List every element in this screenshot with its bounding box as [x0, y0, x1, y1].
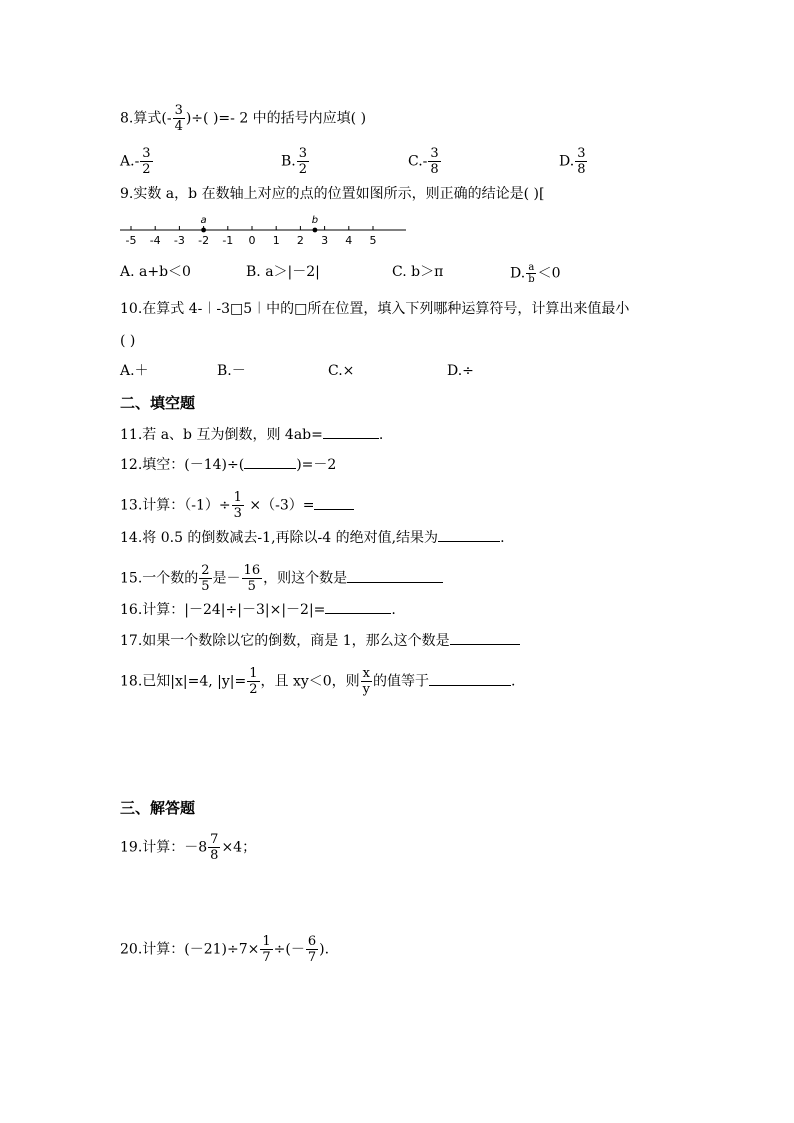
question-15: 15.一个数的 $\frac{2}{5}$ 是－ $\frac{16}{5}$ ，则这个数是	[120, 563, 443, 594]
axis-tick-label: 5	[369, 234, 377, 247]
q8-option-c[interactable]: C.- $\frac{3}{8}$	[408, 146, 439, 177]
axis-tick-label: 2	[296, 234, 304, 247]
q10-option-b[interactable]: B.－	[217, 363, 246, 379]
q8-option-b[interactable]: B. $\frac{3}{2}$	[281, 146, 308, 177]
question-8-stem	[120, 103, 366, 134]
axis-tick-label: -2	[198, 234, 210, 247]
point-b-label: b	[311, 215, 319, 226]
question-13: 13.计算：（-1）÷ $\frac{1}{3}$ ×（-3）=	[120, 490, 354, 521]
question-9-stem: 9.实数 a，b 在数轴上对应的点的位置如图所示，则正确的结论是( )[	[120, 186, 545, 202]
q10-option-c[interactable]: C.×	[328, 363, 355, 379]
axis-tick-label: 4	[345, 234, 353, 247]
axis-tick-label: -4	[149, 234, 161, 247]
q16-answer-blank[interactable]	[325, 599, 391, 614]
axis-tick-label: -3	[173, 234, 185, 247]
point-a-dot	[201, 228, 206, 233]
point-a-label: a	[200, 215, 207, 226]
question-12: 12.填空：(－14)÷( )=－2	[120, 454, 336, 475]
question-11: 11.若 a、b 互为倒数，则 4ab= .	[120, 424, 383, 445]
q10-option-d[interactable]: D.÷	[447, 363, 474, 379]
question-20: 20.计算：(－21)÷7× $\frac{1}{7}$ ÷(－ $\frac{6}{7}$ ).	[120, 934, 330, 965]
q8-option-a[interactable]: A.- $\frac{3}{2}$	[120, 146, 151, 177]
q14-answer-blank[interactable]	[438, 527, 500, 542]
number-line	[116, 208, 406, 250]
question-10-line-1: 10.在算式 4-︱-3□5︱中的□所在位置，填入下列哪种运算符号，计算出来值最小	[120, 301, 630, 317]
section-3-heading: 三、解答题	[120, 799, 196, 817]
axis-tick-label: 1	[272, 234, 280, 247]
q10-option-a[interactable]: A.＋	[120, 363, 149, 379]
q17-answer-blank[interactable]	[450, 630, 520, 645]
q8-fraction: $\frac{3}{4}$	[174, 103, 183, 134]
q18-answer-blank[interactable]	[429, 671, 511, 686]
q9-option-c[interactable]: C. b＞π	[392, 264, 444, 280]
q11-answer-blank[interactable]	[323, 424, 379, 439]
q9-option-a[interactable]: A. a+b＜0	[120, 264, 191, 280]
question-10-line-2: ( )	[120, 333, 136, 349]
q15-answer-blank[interactable]	[347, 568, 443, 583]
axis-tick-label: -1	[222, 234, 234, 247]
axis-tick-label: 3	[321, 234, 329, 247]
question-16: 16.计算：|－24|÷|－3|×|－2|= .	[120, 599, 396, 620]
question-17: 17.如果一个数除以它的倒数，商是 1，那么这个数是	[120, 630, 520, 651]
point-b-dot	[313, 228, 318, 233]
section-2-heading: 二、填空题	[120, 394, 196, 412]
question-14: 14.将 0.5 的倒数减去-1,再除以-4 的绝对值,结果为 .	[120, 527, 505, 548]
q9-option-b[interactable]: B. a＞|－2|	[246, 264, 320, 280]
q8-text-a: 8.算式(-	[120, 110, 172, 127]
axis-tick-label: 0	[248, 234, 256, 247]
q13-answer-blank[interactable]	[314, 495, 354, 510]
q8-text-b: )÷( )=- 2 中的括号内应填( )	[185, 110, 367, 127]
question-19: 19.计算：－8 $\frac{7}{8}$ ×4；	[120, 832, 257, 863]
q9-option-d[interactable]: D. $\frac{a}{b}$ ＜0	[510, 262, 561, 285]
q8-option-d[interactable]: D. $\frac{3}{8}$	[559, 146, 586, 177]
question-18: 18.已知|x|=4, |y|= $\frac{1}{2}$ ，且 xy＜0，则 $\frac{x}{y}$ 的值等于 .	[120, 666, 516, 697]
axis-tick-label: -5	[125, 234, 137, 247]
q12-answer-blank[interactable]	[244, 454, 296, 469]
